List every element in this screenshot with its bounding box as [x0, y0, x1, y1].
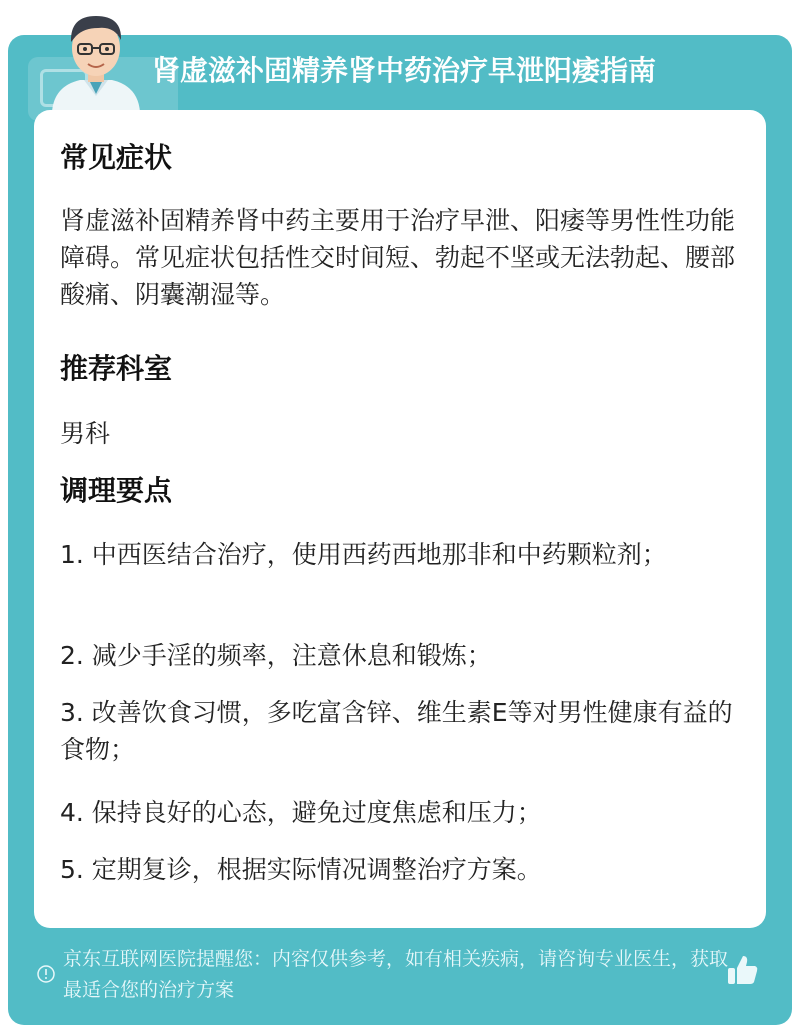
page-title: 肾虚滋补固精养肾中药治疗早泄阳痿指南: [152, 54, 657, 87]
section-heading-care: 调理要点: [60, 474, 173, 507]
department-text: 男科: [60, 419, 111, 448]
doctor-avatar: [40, 6, 152, 112]
care-item: 4. 保持良好的心态，避免过度焦虑和压力；: [60, 798, 542, 827]
disclaimer-text: 京东互联网医院提醒您：内容仅供参考，如有相关疾病，请咨询专业医生，获取最适合您的治疗方案: [63, 948, 729, 1001]
info-icon: [37, 965, 55, 983]
symptoms-text: 肾虚滋补固精养肾中药主要用于治疗早泄、阳痿等男性性功能障碍。常见症状包括性交时间短、勃起不坚或无法勃起、腰部酸痛、阴囊潮湿等。: [60, 206, 736, 309]
thumbs-up-icon[interactable]: [724, 952, 760, 988]
section-heading-symptoms: 常见症状: [60, 141, 173, 174]
care-item: 3. 改善饮食习惯，多吃富含锌、维生素E等对男性健康有益的食物；: [60, 698, 733, 764]
care-item: 5. 定期复诊，根据实际情况调整治疗方案。: [60, 855, 542, 884]
content-card: [34, 110, 766, 928]
section-heading-department: 推荐科室: [60, 352, 173, 385]
care-item: 1. 中西医结合治疗，使用西药西地那非和中药颗粒剂；: [60, 540, 667, 569]
care-item: 2. 减少手淫的频率，注意休息和锻炼；: [60, 641, 492, 670]
